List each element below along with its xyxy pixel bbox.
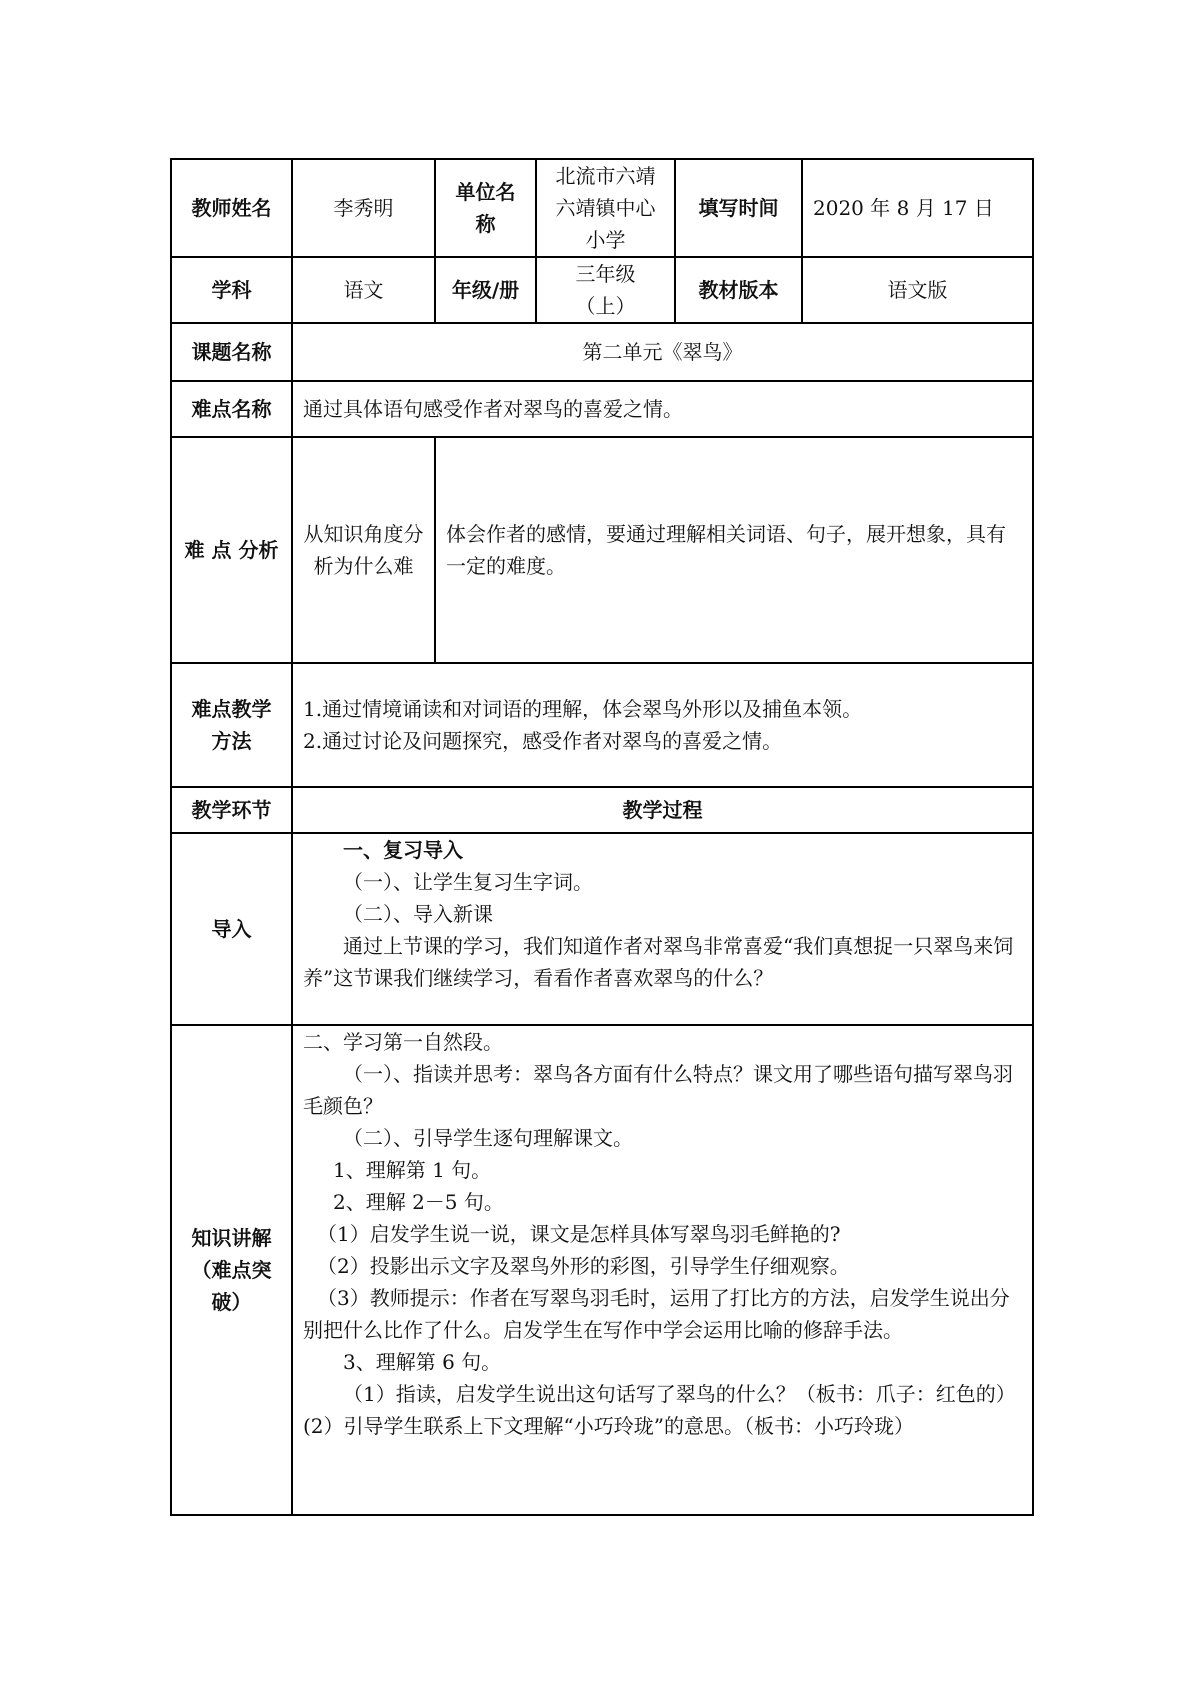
row-process-header: [171, 787, 1033, 833]
knowledge-label: 知识讲解（难点突破）: [171, 1025, 292, 1515]
date-value: 2020 年 8 月 17 日: [802, 159, 1033, 257]
method-item-2: 2.通过讨论及问题探究，感受作者对翠鸟的喜爱之情。: [303, 729, 783, 753]
grade-value: [536, 257, 675, 323]
process-label: 教学过程: [292, 787, 1033, 833]
row-knowledge: [171, 1025, 1033, 1515]
grade-value-line1: 三年级: [575, 262, 636, 286]
row-topic: [171, 323, 1033, 381]
grade-label: 年级/册: [435, 257, 536, 323]
analysis-sub-label: 从知识角度分析为什么难: [292, 437, 435, 663]
knowledge-content: [292, 1025, 1033, 1515]
row-intro: [171, 833, 1033, 1025]
edition-value: 语文版: [802, 257, 1033, 323]
subject-label: 学科: [171, 257, 292, 323]
row-header-1: [171, 159, 1033, 257]
row-difficulty: [171, 381, 1033, 437]
knowledge-line: 二、学习第一自然段。: [303, 1030, 503, 1054]
unit-label: 单位名称: [435, 159, 536, 257]
row-analysis: [171, 437, 1033, 663]
intro-heading: 一、复习导入: [343, 838, 463, 862]
date-label: 填写时间: [675, 159, 802, 257]
grade-value-line2: （上）: [575, 294, 636, 318]
intro-line-1: （一）、让学生复习生字词。: [343, 870, 593, 894]
knowledge-line: （3）教师提示：作者在写翠鸟羽毛时，运用了打比方的方法，启发学生说出分别把什么比作了什么。启发学生在写作中学会运用比喻的修辞手法。: [303, 1286, 1010, 1342]
knowledge-line: （2）投影出示文字及翠鸟外形的彩图，引导学生仔细观察。: [317, 1254, 850, 1278]
difficulty-value: 通过具体语句感受作者对翠鸟的喜爱之情。: [292, 381, 1033, 437]
teacher-label: 教师姓名: [171, 159, 292, 257]
analysis-value: 体会作者的感情，要通过理解相关词语、句子，展开想象，具有一定的难度。: [435, 437, 1033, 663]
row-method: [171, 663, 1033, 787]
intro-line-2: （二）、导入新课: [343, 902, 493, 926]
intro-line-3: 通过上节课的学习，我们知道作者对翠鸟非常喜爱“我们真想捉一只翠鸟来饲养”这节课我们继续学习，看看作者喜欢翠鸟的什么？: [303, 934, 1014, 990]
knowledge-line: 2、理解 2－5 句。: [333, 1190, 504, 1214]
analysis-label: 难 点 分析: [171, 437, 292, 663]
method-label: 难点教学方法: [171, 663, 292, 787]
subject-value: 语文: [292, 257, 435, 323]
method-value: [292, 663, 1033, 787]
teacher-value: 李秀明: [292, 159, 435, 257]
topic-label: 课题名称: [171, 323, 292, 381]
row-header-2: [171, 257, 1033, 323]
unit-value: 北流市六靖六靖镇中心小学: [536, 159, 675, 257]
difficulty-label: 难点名称: [171, 381, 292, 437]
method-item-1: 1.通过情境诵读和对词语的理解，体会翠鸟外形以及捕鱼本领。: [303, 697, 863, 721]
knowledge-line: 3、理解第 6 句。: [343, 1350, 502, 1374]
knowledge-line: 1、理解第 1 句。: [333, 1158, 492, 1182]
stage-label: 教学环节: [171, 787, 292, 833]
intro-label: 导入: [171, 833, 292, 1025]
topic-value: 第二单元《翠鸟》: [292, 323, 1033, 381]
intro-content: [292, 833, 1033, 1025]
lesson-plan-table: [170, 158, 1034, 1516]
knowledge-line: (2）引导学生联系上下文理解“小巧玲珑”的意思。（板书：小巧玲珑）: [303, 1414, 914, 1438]
knowledge-line: （一）、指读并思考：翠鸟各方面有什么特点？课文用了哪些语句描写翠鸟羽毛颜色？: [303, 1062, 1013, 1118]
knowledge-line: （1）指读，启发学生说出这句话写了翠鸟的什么？（板书：爪子：红色的）: [343, 1382, 1016, 1406]
edition-label: 教材版本: [675, 257, 802, 323]
knowledge-line: （1）启发学生说一说，课文是怎样具体写翠鸟羽毛鲜艳的?: [317, 1222, 841, 1246]
knowledge-line: （二）、引导学生逐句理解课文。: [343, 1126, 633, 1150]
